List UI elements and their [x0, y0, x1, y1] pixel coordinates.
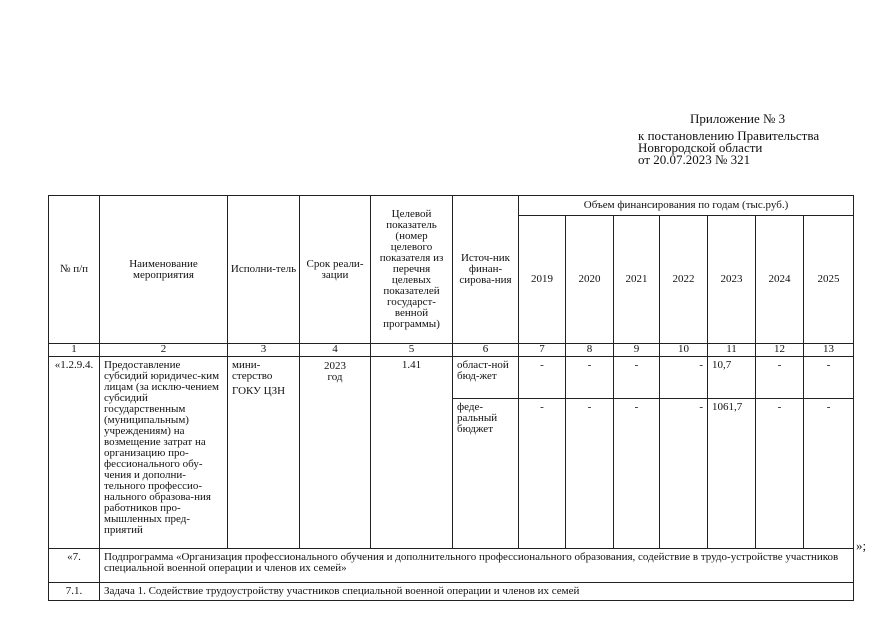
- col-executor-header: Исполни-тель: [228, 196, 300, 344]
- task-number: 7.1.: [49, 583, 100, 601]
- col-number: 10: [660, 344, 708, 357]
- col-indicator-header: Целевой показатель (номер целевого показателя из перечня целевых показателей государст-венной программы): [371, 196, 453, 344]
- header-row-1: [49, 196, 854, 216]
- year-header: 2022: [660, 216, 708, 344]
- measure-executor: [228, 357, 300, 549]
- measure-name: Предоставление субсидий юридичес-ким лицам (за исклю-чением субсидий государственным (муниципальным) учреждениям) на возмещение затрат на организацию про-фессионального обу-чения и дополни-тельного профессио-нального образова-ния работников про-мышленных пред-приятий: [100, 357, 228, 549]
- col-number: 6: [453, 344, 519, 357]
- col-number: 11: [708, 344, 756, 357]
- col-num-header: № п/п: [49, 196, 100, 344]
- decree-line-2: Новгородской области: [638, 140, 763, 155]
- value-cell: 1061,7: [708, 399, 756, 549]
- column-numbers-row: [49, 344, 854, 357]
- measure-number: «1.2.9.4.: [49, 357, 100, 549]
- year-header: 2025: [804, 216, 854, 344]
- year-header: 2019: [519, 216, 566, 344]
- col-number: 12: [756, 344, 804, 357]
- decree-line-1: к постановлению Правительства: [638, 128, 820, 143]
- col-number: 8: [566, 344, 614, 357]
- value-cell: -: [756, 399, 804, 549]
- col-number: 13: [804, 344, 854, 357]
- col-number: 4: [300, 344, 371, 357]
- closing-quote: »;: [856, 538, 867, 553]
- decree-line-3: от 20.07.2023 № 321: [638, 152, 751, 167]
- value-cell: -: [614, 357, 660, 399]
- value-cell: -: [519, 357, 566, 399]
- subprogram-title: Подпрограмма «Организация профессионального обучения и дополнительного профессионального образования, содействие в трудо-устройстве участников специальной военной операции и членов их семей»: [100, 549, 854, 583]
- col-name-header: Наименование мероприятия: [100, 196, 228, 344]
- value-cell: -: [566, 357, 614, 399]
- value-cell: -: [660, 357, 708, 399]
- col-number: 1: [49, 344, 100, 357]
- task-row: [49, 583, 854, 601]
- measure-indicator: 1.41: [371, 357, 453, 549]
- value-cell: 10,7: [708, 357, 756, 399]
- appendix-title: Приложение № 3: [690, 111, 786, 126]
- col-source-header: Источ-ник финан-сирова-ния: [453, 196, 519, 344]
- col-number: 5: [371, 344, 453, 357]
- value-cell: -: [614, 399, 660, 549]
- col-funding-header: Объем финансирования по годам (тыс.руб.): [519, 196, 854, 216]
- executor-ministry: мини-стерство: [232, 359, 273, 382]
- col-term-header: Срок реали-зации: [300, 196, 371, 344]
- measure-term: 2023 год: [300, 357, 371, 549]
- value-cell: -: [566, 399, 614, 549]
- year-header: 2024: [756, 216, 804, 344]
- col-number: 2: [100, 344, 228, 357]
- subprogram-number: «7.: [49, 549, 100, 583]
- task-title: Задача 1. Содействие трудоустройству участников специальной военной операции и членов их семей: [100, 583, 854, 601]
- col-number: 7: [519, 344, 566, 357]
- col-number: 3: [228, 344, 300, 357]
- year-header: 2020: [566, 216, 614, 344]
- year-header: 2021: [614, 216, 660, 344]
- program-table: [48, 195, 854, 601]
- year-header: 2023: [708, 216, 756, 344]
- value-cell: -: [519, 399, 566, 549]
- source-federal: феде-ральный бюджет: [453, 399, 519, 549]
- value-cell: -: [660, 399, 708, 549]
- col-number: 9: [614, 344, 660, 357]
- value-cell: -: [804, 399, 854, 549]
- value-cell: -: [756, 357, 804, 399]
- measure-row-regional: [49, 357, 854, 399]
- executor-gku: ГОКУ ЦЗН: [232, 385, 286, 397]
- value-cell: -: [804, 357, 854, 399]
- source-regional: област-ной бюд-жет: [453, 357, 519, 399]
- subprogram-row: [49, 549, 854, 583]
